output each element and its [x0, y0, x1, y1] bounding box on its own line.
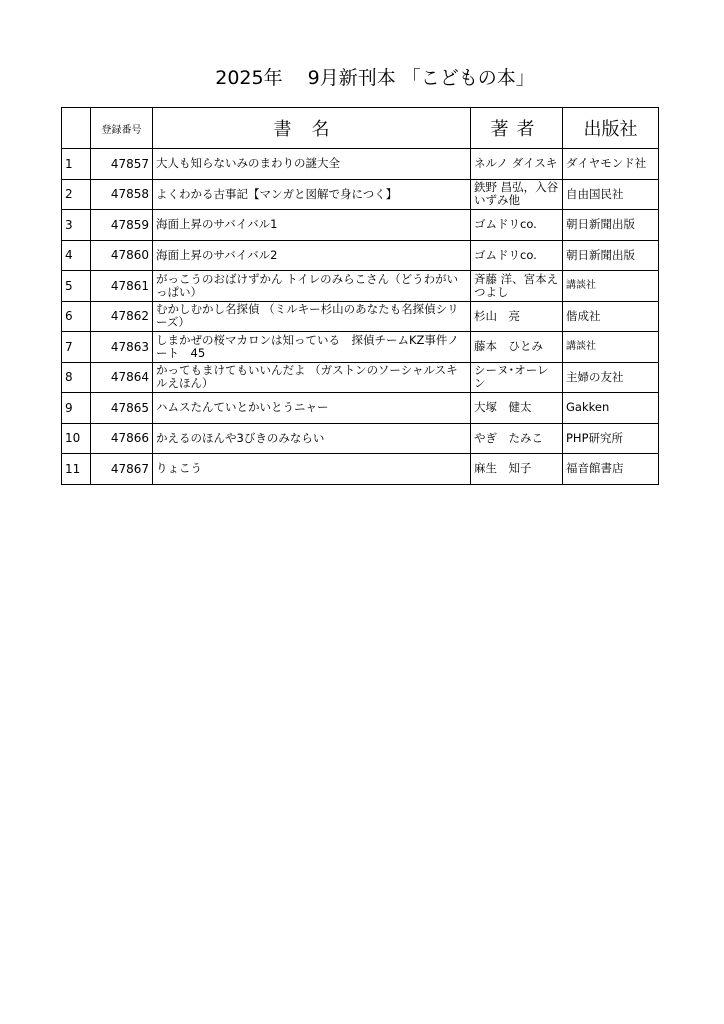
book-publisher: ダイヤモンド社	[563, 149, 659, 180]
header-title: 書名	[153, 108, 471, 149]
book-title: がっこうのおばけずかん トイレのみらこさん（どうわがいっぱい）	[153, 271, 471, 302]
book-author: 藤本 ひとみ	[471, 332, 563, 363]
table-row	[62, 271, 659, 302]
row-number: 11	[62, 454, 91, 485]
book-publisher: 朝日新聞出版	[563, 240, 659, 271]
book-publisher: PHP研究所	[563, 423, 659, 454]
row-number: 4	[62, 240, 91, 271]
book-author: やぎ たみこ	[471, 423, 563, 454]
registration-number: 47863	[91, 332, 153, 363]
registration-number: 47857	[91, 149, 153, 180]
page-title: 2025年 9月新刊本 「こどもの本」	[215, 67, 535, 89]
book-title: かってもまけてもいいんだよ （ガストンのソーシャルスキルえほん）	[153, 362, 471, 393]
book-title: かえるのほんや3びきのみならい	[153, 423, 471, 454]
table-row	[62, 454, 659, 485]
book-publisher: 講談社	[563, 271, 659, 302]
header-author: 著者	[471, 108, 563, 149]
book-title: しまかぜの桜マカロンは知っている 探偵チームKZ事件ノート 45	[153, 332, 471, 363]
book-author: 斉藤 洋、宮本えつよし	[471, 271, 563, 302]
book-author: 麻生 知子	[471, 454, 563, 485]
book-title: 大人も知らないみのまわりの謎大全	[153, 149, 471, 180]
registration-number: 47859	[91, 210, 153, 241]
book-author: ゴムドリco.	[471, 210, 563, 241]
book-title: よくわかる古事記【マンガと図解で身につく】	[153, 179, 471, 210]
table-row	[62, 362, 659, 393]
registration-number: 47864	[91, 362, 153, 393]
row-number: 6	[62, 301, 91, 332]
book-title: ハムスたんていとかいとうニャー	[153, 393, 471, 424]
registration-number: 47858	[91, 179, 153, 210]
book-table	[61, 107, 659, 485]
row-number: 3	[62, 210, 91, 241]
header-row	[62, 108, 659, 149]
book-author: 鉄野 昌弘，入谷 いずみ他	[471, 179, 563, 210]
registration-number: 47865	[91, 393, 153, 424]
header-no	[62, 108, 91, 149]
registration-number: 47862	[91, 301, 153, 332]
book-publisher: 自由国民社	[563, 179, 659, 210]
table-row	[62, 149, 659, 180]
book-publisher: 偕成社	[563, 301, 659, 332]
table-row	[62, 240, 659, 271]
book-publisher: 福音館書店	[563, 454, 659, 485]
book-author: ゴムドリco.	[471, 240, 563, 271]
header-registration-no: 登録番号	[91, 108, 153, 149]
row-number: 9	[62, 393, 91, 424]
book-title: 海面上昇のサバイバル1	[153, 210, 471, 241]
book-title: 海面上昇のサバイバル2	[153, 240, 471, 271]
book-author: 杉山 亮	[471, 301, 563, 332]
table-row	[62, 332, 659, 363]
row-number: 1	[62, 149, 91, 180]
book-publisher: 主婦の友社	[563, 362, 659, 393]
registration-number: 47861	[91, 271, 153, 302]
registration-number: 47860	[91, 240, 153, 271]
row-number: 5	[62, 271, 91, 302]
row-number: 2	[62, 179, 91, 210]
row-number: 7	[62, 332, 91, 363]
row-number: 10	[62, 423, 91, 454]
book-publisher: 講談社	[563, 332, 659, 363]
book-author: 大塚 健太	[471, 393, 563, 424]
book-author: ネルノ ダイスキ	[471, 149, 563, 180]
table-row	[62, 423, 659, 454]
book-author: シーヌ･オーレン	[471, 362, 563, 393]
registration-number: 47867	[91, 454, 153, 485]
header-publisher: 出版社	[563, 108, 659, 149]
book-publisher: Gakken	[563, 393, 659, 424]
book-publisher: 朝日新聞出版	[563, 210, 659, 241]
row-number: 8	[62, 362, 91, 393]
book-title: りょこう	[153, 454, 471, 485]
table-row	[62, 210, 659, 241]
registration-number: 47866	[91, 423, 153, 454]
table-row	[62, 301, 659, 332]
book-title: むかしむかし名探偵 （ミルキー杉山のあなたも名探偵シリーズ）	[153, 301, 471, 332]
table-row	[62, 393, 659, 424]
table-row	[62, 179, 659, 210]
